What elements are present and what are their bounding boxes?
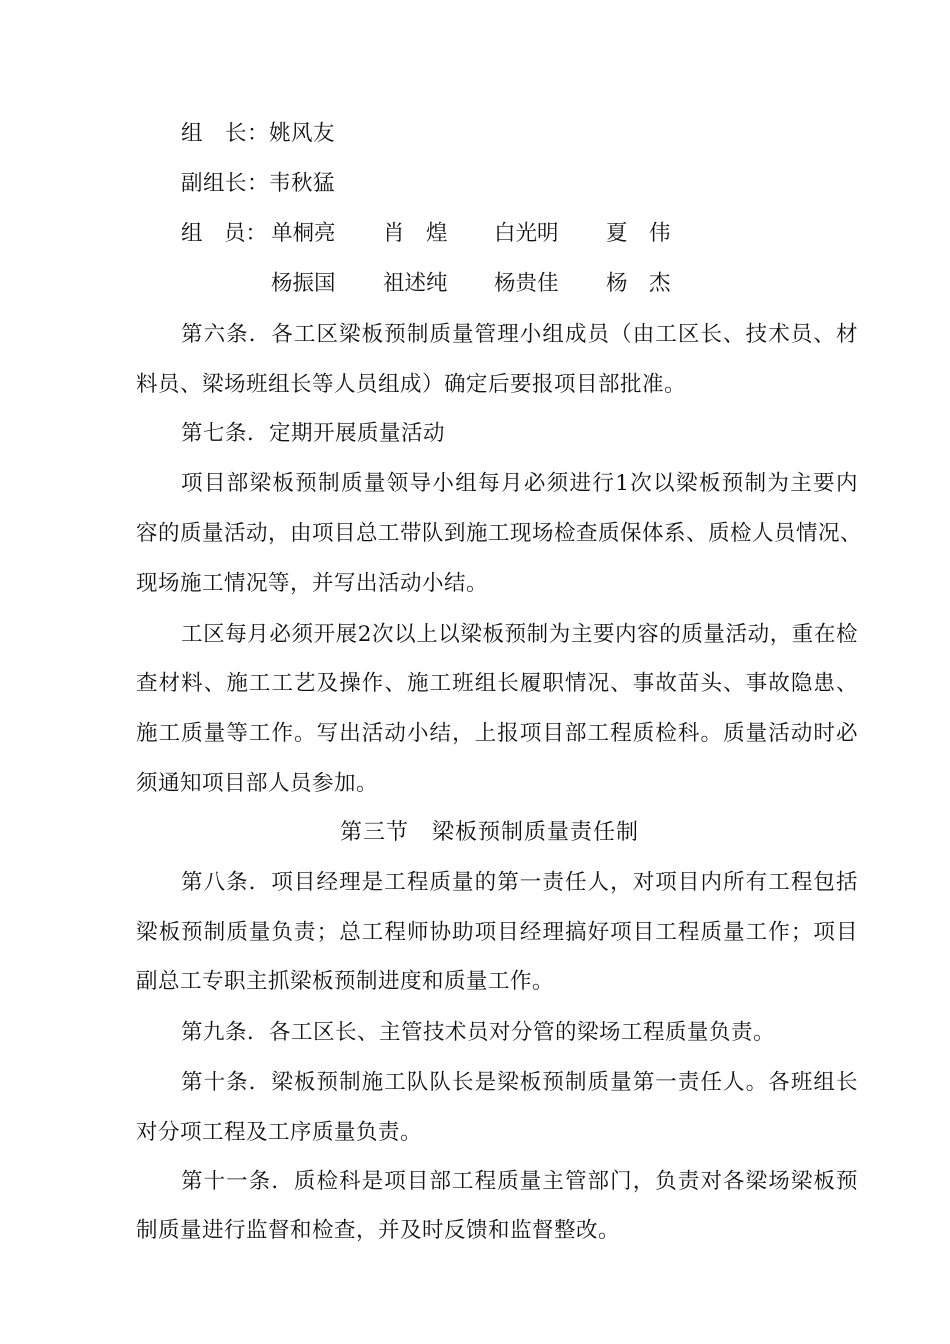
article11-line2: 制质量进行监督和检查，并及时反馈和监督整改。 <box>136 1218 621 1243</box>
member-name: 杨贵佳 <box>494 271 559 296</box>
member-name: 单桐亮 <box>271 221 336 246</box>
article10-line2: 对分项工程及工序质量负责。 <box>136 1120 423 1145</box>
members-label: 组 员： <box>181 221 268 246</box>
article7-p2-line1: 工区每月必须开展2次以上以梁板预制为主要内容的质量活动，重在检 <box>181 622 858 647</box>
member-name: 白光明 <box>494 221 559 246</box>
article8-line3: 副总工专职主抓梁板预制进度和质量工作。 <box>136 969 555 994</box>
article7-p2-line3: 施工质量等工作。写出活动小结，上报项目部工程质检科。质量活动时必 <box>136 721 858 746</box>
article7-p2-line2: 查材料、施工工艺及操作、施工班组长履职情况、事故苗头、事故隐患、 <box>136 671 858 696</box>
leader-label: 组 长： <box>181 121 270 146</box>
article7-p2-line4: 须通知项目部人员参加。 <box>136 771 379 796</box>
member-name: 夏 伟 <box>606 221 671 246</box>
article7-p1-line1: 项目部梁板预制质量领导小组每月必须进行1次以梁板预制为主要内 <box>181 471 858 496</box>
member-name: 祖述纯 <box>383 271 448 296</box>
article6-line2: 料员、梁场班组长等人员组成）确定后要报项目部批准。 <box>136 372 687 397</box>
article7-p1-line2: 容的质量活动，由项目总工带队到施工现场检查质保体系、质检人员情况、 <box>136 521 863 546</box>
article10-line1: 第十条．梁板预制施工队队长是梁板预制质量第一责任人。各班组长 <box>181 1070 858 1095</box>
article7-title: 第七条．定期开展质量活动 <box>181 421 446 446</box>
article8-line1: 第八条．项目经理是工程质量的第一责任人，对项目内所有工程包括 <box>181 870 858 895</box>
article6-line1: 第六条．各工区梁板预制质量管理小组成员（由工区长、技术员、材 <box>181 322 858 347</box>
article7-p1-line3: 现场施工情况等，并写出活动小结。 <box>136 571 489 596</box>
leader-name: 姚风友 <box>269 121 336 146</box>
deputy-name: 韦秋猛 <box>269 171 336 196</box>
member-name: 肖 煌 <box>383 221 448 246</box>
article9-line1: 第九条．各工区长、主管技术员对分管的梁场工程质量负责。 <box>181 1020 776 1045</box>
deputy-label: 副组长： <box>181 171 270 196</box>
section-heading: 第三节 梁板预制质量责任制 <box>340 820 640 845</box>
member-name: 杨振国 <box>271 271 336 296</box>
group-leader-line <box>181 119 858 149</box>
article8-line2: 梁板预制质量负责；总工程师协助项目经理搞好项目工程质量工作；项目 <box>136 920 858 945</box>
article11-line1: 第十一条．质检科是项目部工程质量主管部门，负责对各梁场梁板预 <box>181 1169 858 1194</box>
member-name: 杨 杰 <box>606 271 671 296</box>
group-deputy-line <box>181 169 858 199</box>
